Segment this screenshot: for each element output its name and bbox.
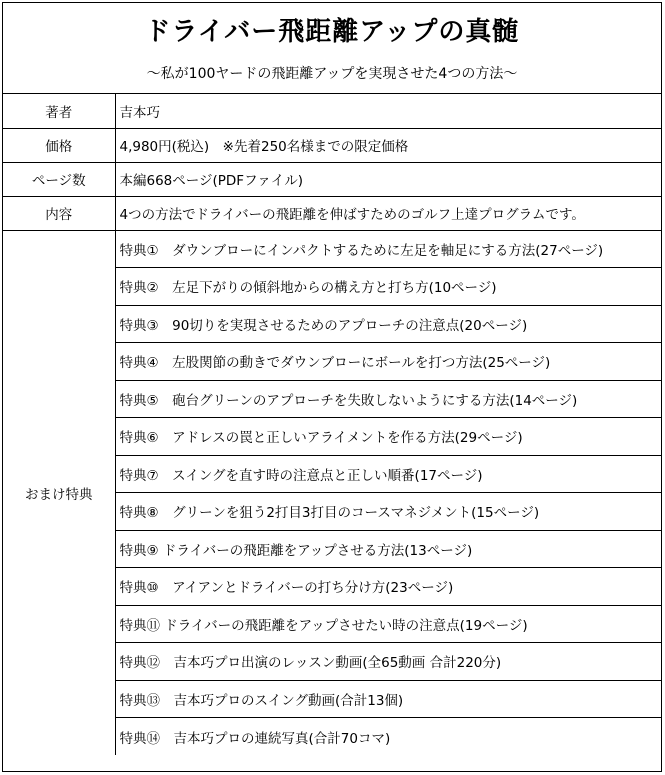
row-author	[3, 94, 661, 128]
row-label: 内容	[3, 196, 115, 230]
row-value: 本編668ページ(PDFファイル)	[115, 162, 661, 196]
bonus-item: 特典⑭ 吉本巧プロの連続写真(合計70コマ)	[115, 718, 661, 756]
bonus-label: おまけ特典	[3, 230, 115, 755]
page-subtitle: ～私が100ヤードの飛距離アップを実現させた4つの方法～	[146, 66, 518, 82]
row-label: 著者	[45, 104, 73, 121]
bonus-item: 特典① ダウンブローにインパクトするために左足を軸足にする方法(27ページ)	[115, 230, 661, 268]
bonus-item: 特典⑩ アイアンとドライバーの打ち分け方(23ページ)	[115, 568, 661, 606]
row-content	[3, 196, 661, 230]
bonus-item: 特典⑥ アドレスの罠と正しいアライメントを作る方法(29ページ)	[115, 418, 661, 456]
row-bonus	[3, 230, 661, 268]
bonus-item: 特典⑨ ドライバーの飛距離をアップさせる方法(13ページ)	[115, 530, 661, 568]
page-title: ドライバー飛距離アップの真髄	[144, 17, 520, 47]
bonus-item: 特典⑪ ドライバーの飛距離をアップさせたい時の注意点(19ページ)	[115, 605, 661, 643]
info-table	[3, 94, 661, 755]
row-label: ページ数	[3, 162, 115, 196]
bonus-item: 特典⑦ スイングを直す時の注意点と正しい順番(17ページ)	[115, 455, 661, 493]
row-value: 4,980円(税込) ※先着250名様までの限定価格	[115, 128, 661, 162]
bonus-item: 特典⑧ グリーンを狙う2打目3打目のコースマネジメント(15ページ)	[115, 493, 661, 531]
title-block	[3, 3, 661, 94]
bonus-item: 特典⑬ 吉本巧プロのスイング動画(合計13個)	[115, 680, 661, 718]
row-label: 価格	[3, 128, 115, 162]
row-value: 4つの方法でドライバーの飛距離を伸ばすためのゴルフ上達プログラムです。	[115, 196, 661, 230]
row-value: 吉本巧	[115, 94, 661, 128]
product-info-sheet	[2, 2, 662, 772]
bonus-item: 特典③ 90切りを実現させるためのアプローチの注意点(20ページ)	[115, 305, 661, 343]
row-price	[3, 128, 661, 162]
row-pages	[3, 162, 661, 196]
bonus-item: 特典⑤ 砲台グリーンのアプローチを失敗しないようにする方法(14ページ)	[115, 380, 661, 418]
bonus-item: 特典④ 左股関節の動きでダウンブローにボールを打つ方法(25ページ)	[115, 343, 661, 381]
bonus-item: 特典② 左足下がりの傾斜地からの構え方と打ち方(10ページ)	[115, 268, 661, 306]
bonus-item: 特典⑫ 吉本巧プロ出演のレッスン動画(全65動画 合計220分)	[115, 643, 661, 681]
